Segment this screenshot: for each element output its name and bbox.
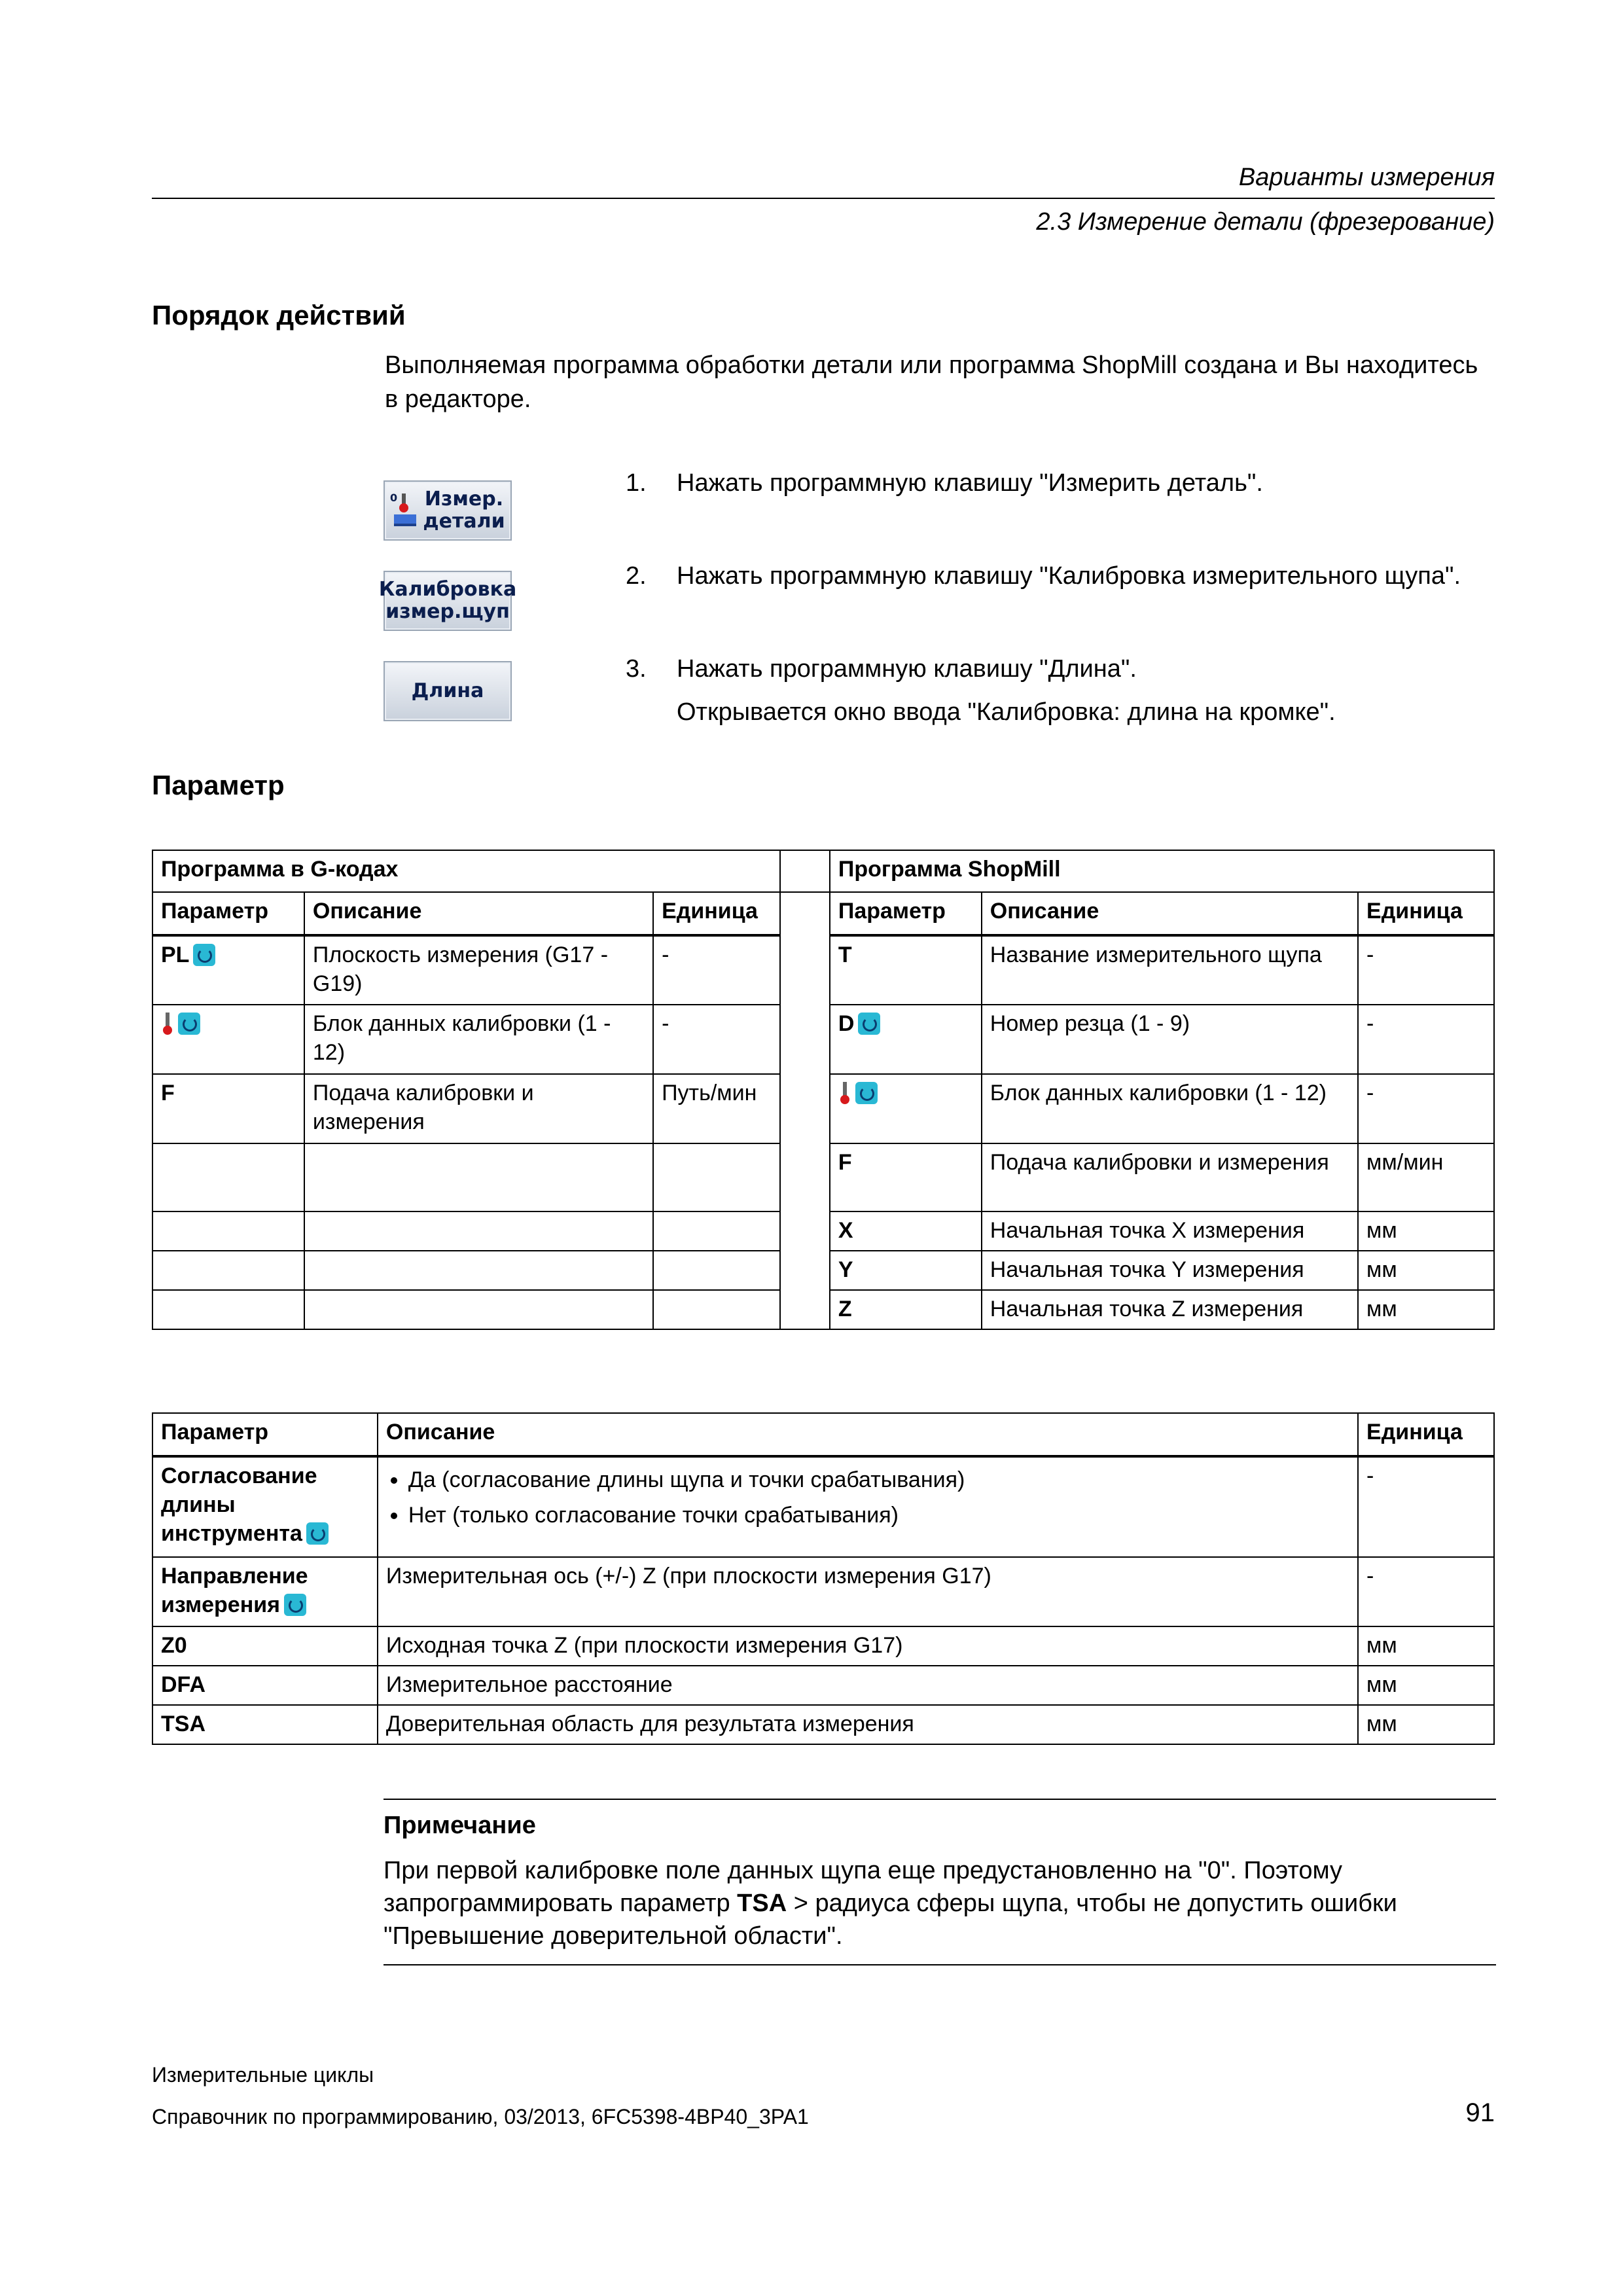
param-cell: TSA (152, 1705, 378, 1744)
param-cell: PL (152, 935, 304, 1005)
header-rule (152, 198, 1495, 199)
col-header-unit: Единица (1358, 1413, 1494, 1456)
desc-cell: Исходная точка Z (при плоскости измерения G17) (378, 1626, 1358, 1666)
unit-cell: мм (1358, 1666, 1494, 1705)
gap-cell (780, 935, 830, 1290)
note-box (383, 1799, 1496, 1965)
list-item: • Нет (только согласование точки срабатывания) (408, 1501, 1351, 1530)
desc-cell: Номер резца (1 - 9) (982, 1005, 1358, 1074)
softkey-measure-part-label: Измер. детали (423, 488, 505, 533)
svg-text:0: 0 (390, 492, 398, 504)
param-cell: DFA (152, 1666, 378, 1705)
parameters-table (152, 850, 1495, 1330)
col-header-desc: Описание (378, 1413, 1358, 1456)
col-header-unit: Единица (1358, 892, 1494, 935)
probe-icon (838, 1082, 851, 1105)
table-row (152, 1666, 1494, 1705)
step-text: Нажать программную клавишу "Измерить деталь". (677, 469, 1263, 497)
table-row (152, 935, 1494, 1005)
note-top-rule (383, 1799, 1496, 1800)
desc-cell: Блок данных калибровки (1 - 12) (982, 1074, 1358, 1143)
desc-cell: Плоскость измерения (G17 - G19) (304, 935, 653, 1005)
softkey-probe-calibration[interactable] (378, 571, 517, 631)
parameters-heading: Параметр (152, 770, 285, 800)
param-cell: Согласование длины инструмента (152, 1456, 378, 1557)
empty-cell (152, 1143, 304, 1211)
unit-cell: - (1358, 1074, 1494, 1143)
desc-cell: Начальная точка X измерения (982, 1211, 1358, 1251)
step-number: 2. (626, 562, 647, 590)
gcode-table-title: Программа в G-кодах (152, 850, 780, 892)
empty-cell (653, 1251, 780, 1290)
col-header-param: Параметр (830, 892, 982, 935)
softkey-measure-part[interactable] (383, 480, 512, 541)
empty-cell (304, 1251, 653, 1290)
col-header-param: Параметр (152, 892, 304, 935)
param-cell: F (152, 1074, 304, 1143)
table-title-row (152, 850, 1494, 892)
unit-cell: - (653, 935, 780, 1005)
chapter-title: Варианты измерения (1238, 164, 1495, 191)
toggle-icon (284, 1594, 306, 1616)
step-text: Нажать программную клавишу "Калибровка измерительного щупа". (677, 562, 1461, 590)
toggle-icon (178, 1013, 200, 1035)
desc-cell: Начальная точка Y измерения (982, 1251, 1358, 1290)
note-param: TSA (737, 1890, 787, 1917)
softkey-probe-calibration-label: Калибровка измер.щуп (378, 578, 517, 623)
toggle-icon (858, 1013, 880, 1035)
unit-cell: мм (1358, 1626, 1494, 1666)
parameters-table-2 (152, 1412, 1495, 1745)
procedure-heading: Порядок действий (152, 300, 406, 331)
desc-cell: Подача калибровки и измерения (304, 1074, 653, 1143)
table-header-row (152, 1413, 1494, 1456)
param-cell: X (830, 1211, 982, 1251)
running-header (152, 161, 1495, 238)
empty-cell (304, 1290, 653, 1329)
procedure-intro: Выполняемая программа обработки детали или программа ShopMill создана и Вы находитесь в редакторе. (385, 351, 1478, 413)
note-text: При первой калибровке поле данных щупа еще предустановленно на "0". Поэтому запрограммировать параметр TSA > радиуса сферы щупа, чтобы не допустить ошибки "Превышение доверительной области". (383, 1857, 1397, 1950)
col-header-desc: Описание (304, 892, 653, 935)
toggle-icon (855, 1082, 878, 1104)
table-row (152, 1557, 1494, 1626)
param-cell: Z0 (152, 1626, 378, 1666)
step-text: Нажать программную клавишу "Длина". Открывается окно ввода "Калибровка: длина на кромке". (677, 652, 1495, 729)
param-cell: T (830, 935, 982, 1005)
col-header-unit: Единица (653, 892, 780, 935)
desc-cell: Измерительная ось (+/-) Z (при плоскости измерения G17) (378, 1557, 1358, 1626)
step-number: 1. (626, 469, 647, 497)
unit-cell: мм (1358, 1211, 1494, 1251)
empty-cell (653, 1211, 780, 1251)
note-bottom-rule (383, 1964, 1496, 1965)
col-header-desc: Описание (982, 892, 1358, 935)
softkey-length[interactable] (383, 661, 512, 721)
unit-cell: - (1358, 1557, 1494, 1626)
unit-cell: мм (1358, 1290, 1494, 1329)
col-header-param: Параметр (152, 1413, 378, 1456)
step-result: Открывается окно ввода "Калибровка: длина на кромке". (677, 698, 1336, 726)
unit-cell: мм (1358, 1705, 1494, 1744)
option-list (386, 1465, 1351, 1530)
table-row (152, 1705, 1494, 1744)
step-number: 3. (626, 655, 647, 683)
footer-info: Справочник по программированию, 03/2013, 6FC5398-4BP40_3PA1 (152, 2105, 809, 2128)
page-number: 91 (1465, 2098, 1495, 2127)
desc-cell: Блок данных калибровки (1 - 12) (304, 1005, 653, 1074)
desc-cell (378, 1456, 1358, 1557)
shopmill-table-title: Программа ShopMill (830, 850, 1494, 892)
desc-cell: Подача калибровки и измерения (982, 1143, 1358, 1211)
table-row (152, 1626, 1494, 1666)
empty-cell (152, 1251, 304, 1290)
param-cell: F (830, 1143, 982, 1211)
unit-cell: мм (1358, 1251, 1494, 1290)
empty-cell (152, 1290, 304, 1329)
desc-cell: Название измерительного щупа (982, 935, 1358, 1005)
empty-cell (304, 1143, 653, 1211)
unit-cell: - (1358, 1456, 1494, 1557)
section-title: 2.3 Измерение детали (фрезерование) (1036, 208, 1495, 236)
softkey-length-label: Длина (411, 679, 484, 702)
unit-cell: - (1358, 1005, 1494, 1074)
list-item: • Да (согласование длины щупа и точки срабатывания) (408, 1465, 1351, 1494)
desc-cell: Начальная точка Z измерения (982, 1290, 1358, 1329)
param-cell (830, 1074, 982, 1143)
desc-cell: Измерительное расстояние (378, 1666, 1358, 1705)
param-cell: Z (830, 1290, 982, 1329)
desc-cell: Доверительная область для результата измерения (378, 1705, 1358, 1744)
table-header-row (152, 892, 1494, 935)
param-cell: D (830, 1005, 982, 1074)
unit-cell: мм/мин (1358, 1143, 1494, 1211)
empty-cell (653, 1290, 780, 1329)
param-cell: Y (830, 1251, 982, 1290)
toggle-icon (306, 1522, 329, 1545)
empty-cell (653, 1143, 780, 1211)
empty-cell (304, 1211, 653, 1251)
gap-cell (780, 1290, 830, 1329)
gap-cell (780, 850, 830, 892)
probe-icon (161, 1013, 174, 1036)
param-cell (152, 1005, 304, 1074)
unit-cell: Путь/мин (653, 1074, 780, 1143)
footer-book: Измерительные циклы (152, 2063, 374, 2087)
unit-cell: - (1358, 935, 1494, 1005)
footer-info-line (152, 2098, 1495, 2129)
table-row (152, 1456, 1494, 1557)
table-row (152, 1290, 1494, 1329)
measure-part-icon (390, 491, 419, 530)
note-title: Примечание (383, 1812, 536, 1839)
unit-cell: - (653, 1005, 780, 1074)
gap-cell (780, 892, 830, 935)
empty-cell (152, 1211, 304, 1251)
toggle-icon (193, 944, 215, 966)
param-cell: Направление измерения (152, 1557, 378, 1626)
